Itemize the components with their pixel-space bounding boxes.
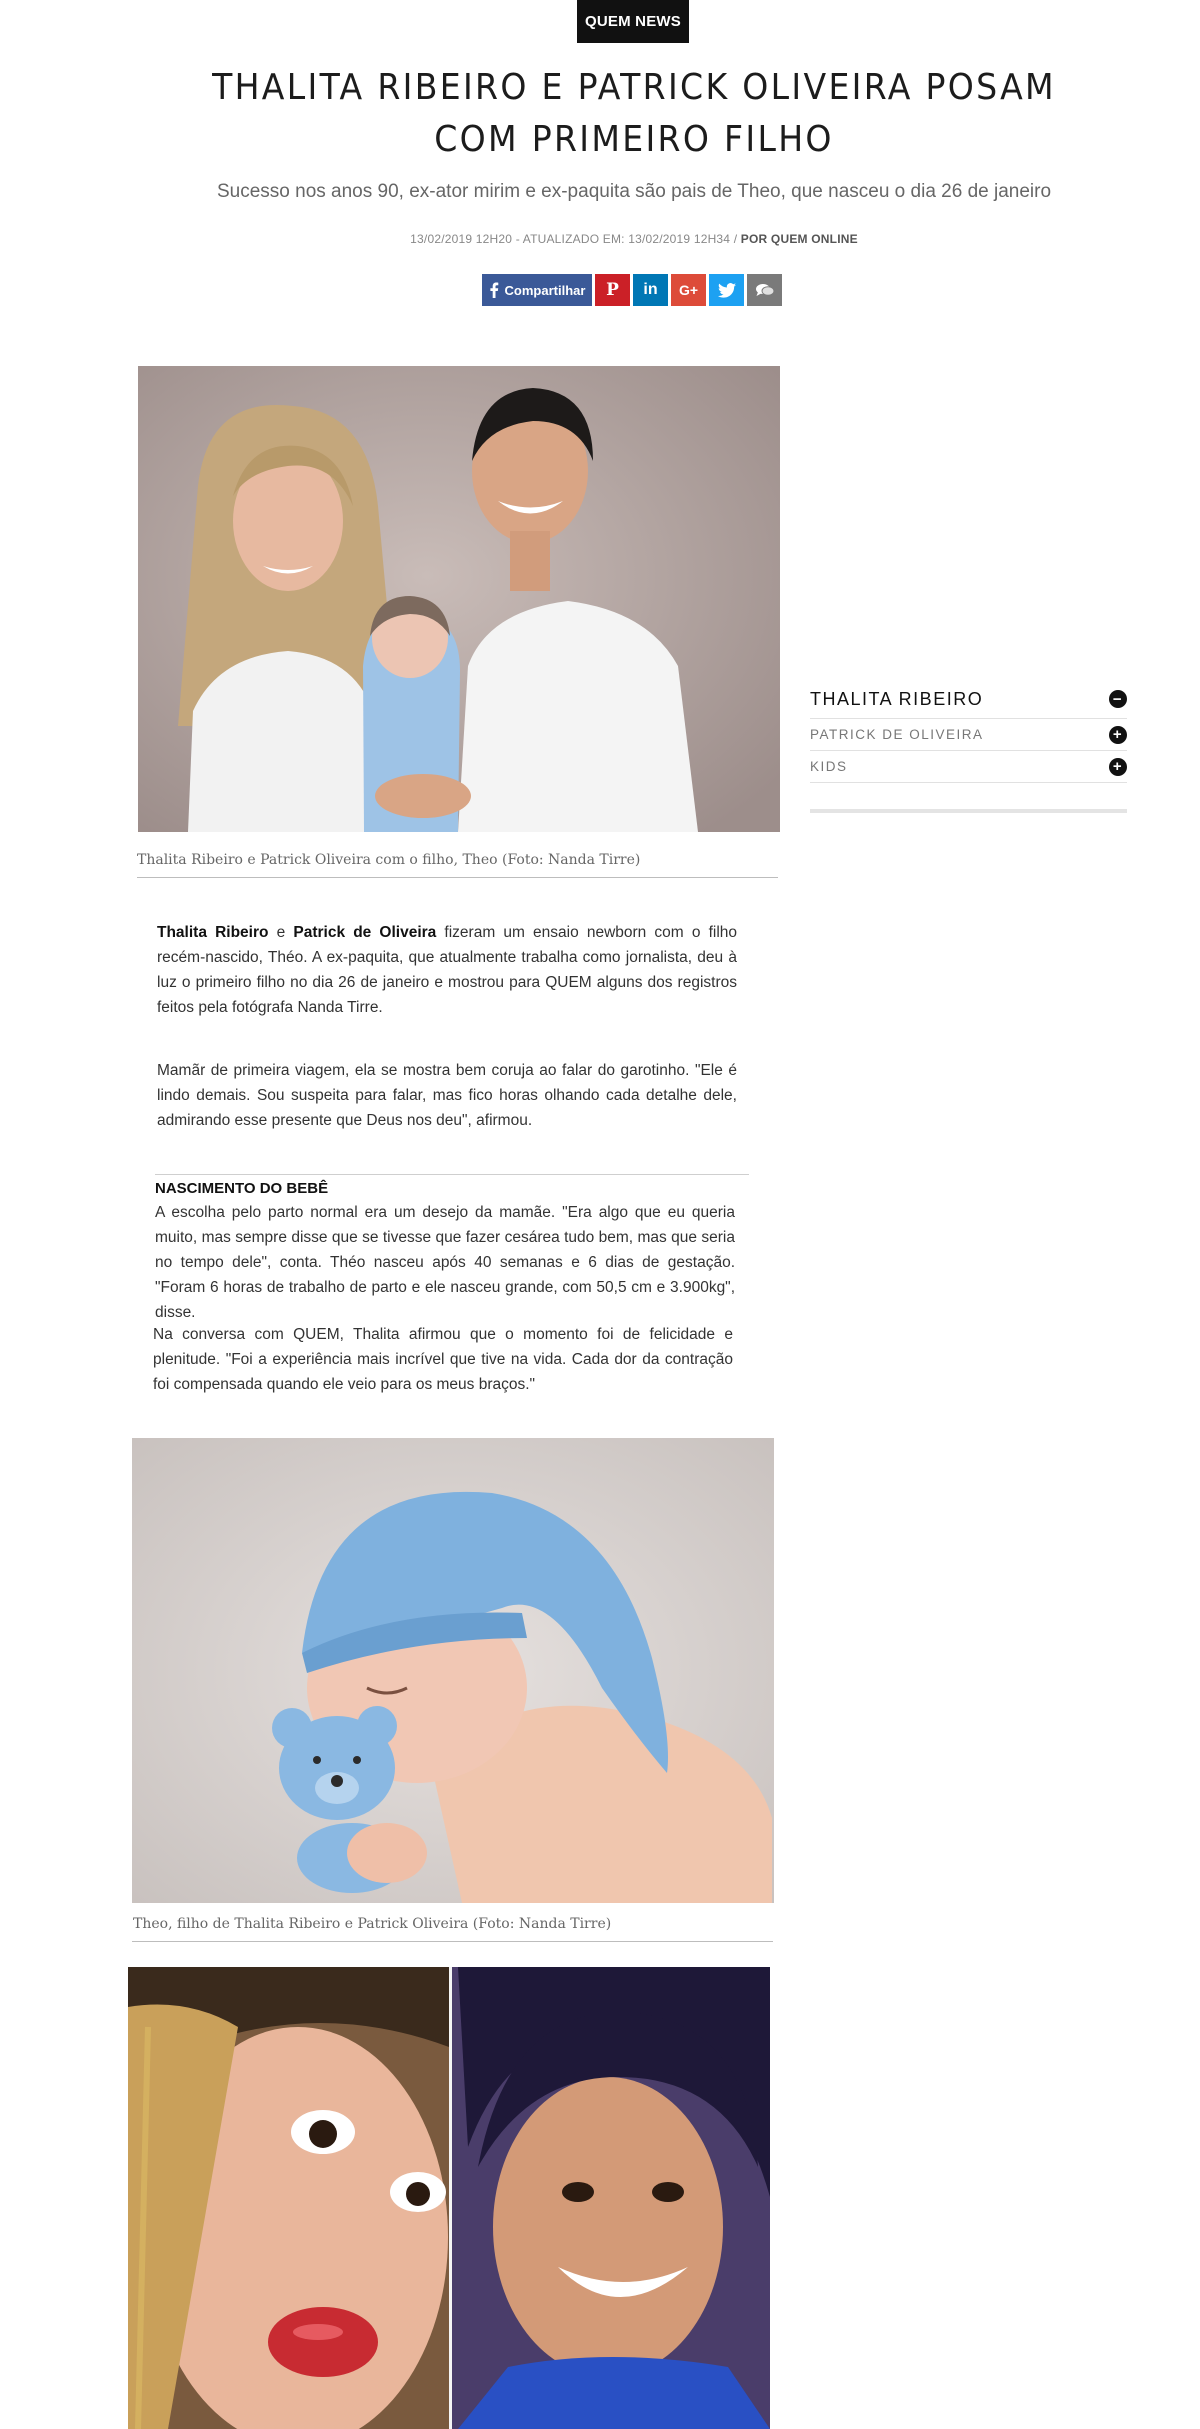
tag-thalita-ribeiro[interactable] [810, 680, 1127, 719]
family-photo-caption: Thalita Ribeiro e Patrick Oliveira com o filho, Theo (Foto: Nanda Tirre) [137, 852, 641, 868]
publish-date: 13/02/2019 [410, 232, 473, 246]
thalita-name: Thalita Ribeiro [157, 924, 269, 941]
article-paragraph-4: Na conversa com QUEM, Thalita afirmou que o momento foi de felicidade e plenitude. "Foi a experiência mais incrível que tive na vida. Cada dor da contração foi compensada quando ele veio para os meus braços." [153, 1326, 733, 1393]
childhood-photos-illustration [128, 1967, 770, 2429]
tag-label: PATRICK DE OLIVEIRA [810, 727, 984, 742]
facebook-icon [489, 282, 499, 298]
tag-patrick-de-oliveira[interactable] [810, 719, 1127, 751]
article-paragraph-1 [157, 920, 737, 1020]
p1-text: fizeram um ensaio newborn com o filho recém-nascido, Théo. A ex-paquita, que atualmente trabalha como jornalista, deu à luz o primeiro filho no dia 26 de janeiro e mostrou para QUEM alguns dos registros feitos pela fotógrafa Nanda Tirre. [157, 924, 738, 1016]
p1-connector: e [268, 924, 294, 941]
comments-button[interactable] [747, 274, 782, 306]
tags-sidebar [810, 680, 1127, 813]
googleplus-icon: G+ [678, 282, 699, 298]
googleplus-share-button[interactable] [671, 274, 706, 306]
baby-photo[interactable] [132, 1438, 774, 1903]
family-photo-illustration [138, 366, 780, 832]
facebook-share-button[interactable] [482, 274, 592, 306]
expand-icon[interactable]: + [1109, 726, 1127, 744]
baby-photo-illustration [132, 1438, 774, 1903]
article-meta [160, 232, 1108, 246]
twitter-icon [718, 283, 736, 298]
comments-icon [755, 282, 775, 298]
caption-divider-2 [132, 1941, 773, 1942]
section-heading: NASCIMENTO DO BEBÊ [155, 1180, 329, 1197]
childhood-photos[interactable] [128, 1967, 770, 2429]
collapse-icon[interactable]: − [1109, 690, 1127, 708]
section-divider [155, 1174, 749, 1175]
pinterest-icon: P [606, 280, 619, 300]
article-paragraph-3: A escolha pelo parto normal era um desejo da mamãe. "Era algo que eu queria muito, mas sempre disse que se tivesse que fazer cesárea tudo bem, mas que seria no tempo dele", conta. Théo nasceu após 40 semanas e 6 dias de gestação. "Foram 6 horas de trabalho de parto e ele nasceu grande, com 50,5 cm e 3.900kg", disse. [155, 1204, 735, 1321]
pinterest-share-button[interactable] [595, 274, 630, 306]
family-photo[interactable] [138, 366, 780, 832]
twitter-share-button[interactable] [709, 274, 744, 306]
linkedin-share-button[interactable] [633, 274, 668, 306]
baby-photo-caption: Theo, filho de Thalita Ribeiro e Patrick Oliveira (Foto: Nanda Tirre) [133, 1916, 612, 1932]
expand-icon[interactable]: + [1109, 758, 1127, 776]
article-paragraph-2: Mamãr de primeira viagem, ela se mostra bem coruja ao falar do garotinho. "Ele é lindo demais. Sou suspeita para falar, mas fico horas olhando cada detalhe dele, admirando esse presente que Deus nos deu", afirmou. [157, 1062, 737, 1129]
article-subtitle: Sucesso nos anos 90, ex-ator mirim e ex-paquita são pais de Theo, que nasceu o dia 26 de janeiro [216, 181, 1052, 202]
tag-kids[interactable] [810, 751, 1127, 783]
author-link[interactable]: POR QUEM ONLINE [740, 232, 858, 246]
linkedin-icon: in [643, 281, 658, 298]
patrick-name: Patrick de Oliveira [293, 924, 437, 941]
sidebar-divider [810, 809, 1127, 813]
tag-label: THALITA RIBEIRO [810, 688, 984, 709]
facebook-share-label: Compartilhar [504, 282, 586, 298]
publish-time: 12H20 [475, 232, 513, 246]
section-badge[interactable]: QUEM NEWS [577, 0, 689, 43]
tag-label: KIDS [810, 759, 848, 774]
article-headline: THALITA RIBEIRO E PATRICK OLIVEIRA POSAM COM PRIMEIRO FILHO [212, 67, 1056, 160]
updated-info: - ATUALIZADO EM: 13/02/2019 12H34 / [515, 232, 738, 246]
share-bar [482, 274, 782, 306]
caption-divider [137, 877, 778, 878]
